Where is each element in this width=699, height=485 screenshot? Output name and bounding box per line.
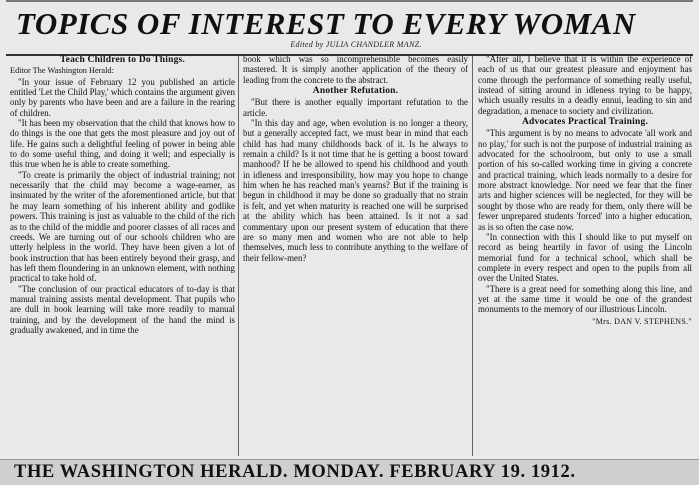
column-2 xyxy=(243,54,468,458)
paragraph: "This argument is by no means to advocate 'all work and no play,' for such is not the purpose of industrial training as advocated for the schoolroom, but only to use a small portion of his so-called working time in giving a concrete and practical training, which leads normally to a desire for more abstract knowledge. Nor need we fear that the finer arts and higher sciences will be neglected, for they will be sought by those who are ready for them, only there will be fewer unprepared students 'forced' into a higher education, as is so often the case now. xyxy=(478,128,692,232)
column-1 xyxy=(10,54,235,458)
section-heading: Advocates Practical Training. xyxy=(521,117,649,128)
signature: "Mrs. DAN V. STEPHENS." xyxy=(592,316,692,326)
paragraph: "In your issue of February 12 you published an article entitled 'Let the Child Play,' which contains the argument given only by parents who have been and are a failure in the rearing of children. xyxy=(10,76,235,118)
section-heading: Another Refutation. xyxy=(312,86,399,97)
editor-credit: Edited by JULIA CHANDLER MANZ. xyxy=(290,40,422,49)
page-title: TOPICS OF INTEREST TO EVERY WOMAN xyxy=(16,6,636,41)
paragraph: "It has been my observation that the child that knows how to do things is the one that gets the most pleasure and joy out of life. He gains such a delightful feeling of power in being able to do some useful thing, and doing it well; and especially is this true when he is able to create something. xyxy=(10,118,235,170)
dateline-text: THE WASHINGTON HERALD. MONDAY. FEBRUARY 19. 1912. xyxy=(14,462,576,482)
column-3 xyxy=(478,54,692,458)
paragraph: "But there is another equally important refutation to the article. xyxy=(243,97,468,118)
column-divider-1 xyxy=(238,56,239,456)
letter-address: Editor The Washington Herald: xyxy=(10,66,114,76)
footer-dateline xyxy=(0,459,699,485)
masthead xyxy=(6,0,693,56)
paragraph: "The conclusion of our practical educators of to-day is that manual training assists mental development. That pupils who are dull in book learning will take more readily to manual training, and by the development of the hand the mind is gradually awakened, and in time the xyxy=(10,283,235,335)
section-heading: Teach Children to Do Things. xyxy=(60,55,185,65)
paragraph: "There is a great need for something along this line, and yet at the same time it would be one of the grandest monuments to the memory of our illustrious Lincoln. xyxy=(478,283,692,315)
paragraph: "In connection with this I should like to put myself on record as being heartily in favor of using the Lincoln memorial fund for a technical school, which shall be complete in every respect and open to the pupils from all over the United States. xyxy=(478,231,692,284)
paragraph: "In this day and age, when evolution is no longer a theory, but a generally accepted fact, we must bear in mind that each child has had many childhoods back of it. Is he always to remain a child? Is it not time that he is getting a boost toward manhood? If he be allowed to spend his childhood and youth in idleness and irresponsibility, how may you hope to change him when he has reached man's yearns? But if the training is begun in childhood it may be done so gradually that no strain is felt, and yet when maturity is reached one will be surprised at the ability which has been attained. Is it not a sad commentary upon our present system of education that there are so many men and women who are not able to help themselves, much less to contribute anything to the welfare of their fellow-men? xyxy=(243,118,468,263)
column-divider-2 xyxy=(472,56,473,456)
paragraph: "To create is primarily the object of industrial training; not necessarily that the child may become a wage-earner, as insinuated by the writer of the aforementioned article, but that he may learn something of his inherent ability and godlike powers. This training is just as valuable to the child of the rich as to the child of the middle and poorer classes of all races and creeds. We are turning out of our schools children who are utterly helpless in the world. They have been given a lot of book instruction that has been entirely beyond their grasp, and has left them floundering in an unknown element, with nothing practical to take hold of. xyxy=(10,169,235,284)
paragraph: book which was so incomprehensible becomes easily mastered. It is simply another application of the theory of leading from the concrete to the abstract. xyxy=(243,54,468,85)
paragraph: "After all, I believe that it is within the experience of each of us that our greatest pleasure and enjoyment has come through the performance of something really useful, instead of sitting around in idleness trying to be happy, which usually results in a deadly ennui, leading to sin and degradation, a menace to society and civilization. xyxy=(478,54,692,116)
